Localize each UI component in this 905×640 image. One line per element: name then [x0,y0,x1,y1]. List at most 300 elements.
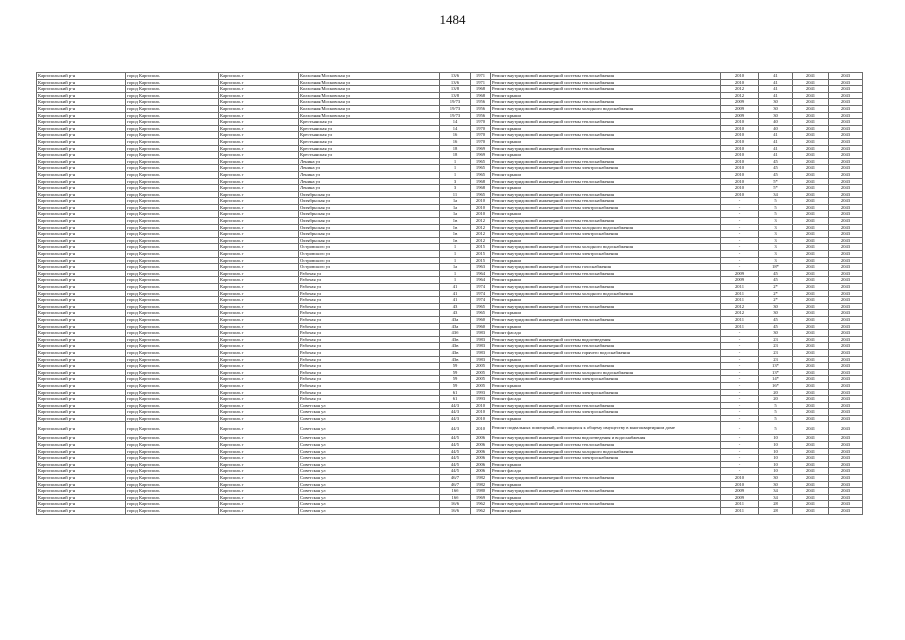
table-row [37,481,863,488]
cell-street: Октябрьская ул [299,211,440,218]
cell-plan-start-year: 2041 [793,138,829,145]
table-row [37,402,863,409]
cell-wear-percent: 2* [759,284,793,291]
cell-plan-end-year: 2043 [829,494,863,501]
cell-year-built: 1983 [471,356,491,363]
cell-plan-end-year: 2043 [829,508,863,515]
cell-last-repair-year: - [721,198,759,205]
cell-work-type: Ремонт внутридомовой инженерной системы теплоснабжения [491,475,721,482]
cell-last-repair-year: 2010 [721,191,759,198]
cell-house-number: 44/5 [440,455,471,462]
cell-house-number: 43в [440,349,471,356]
table-row [37,125,863,132]
cell-year-built: 2012 [471,231,491,238]
cell-settlement: город Каргополь [126,204,219,211]
cell-street: Рабочая ул [299,277,440,284]
cell-year-built: 1962 [471,508,491,515]
cell-plan-start-year: 2041 [793,185,829,192]
cell-district: Каргопольский р-н [37,369,126,376]
cell-street: Советская ул [299,455,440,462]
cell-work-type: Ремонт крыши [491,382,721,389]
cell-locality: Каргополь г [219,316,299,323]
cell-wear-percent: 41 [759,145,793,152]
cell-settlement: город Каргополь [126,178,219,185]
cell-street: Островского ул [299,244,440,251]
table-row [37,198,863,205]
cell-locality: Каргополь г [219,185,299,192]
cell-house-number: 43а [440,316,471,323]
cell-settlement: город Каргополь [126,389,219,396]
cell-locality: Каргополь г [219,284,299,291]
cell-district: Каргопольский р-н [37,171,126,178]
cell-plan-end-year: 2043 [829,105,863,112]
cell-year-built: 2012 [471,237,491,244]
cell-wear-percent: 30 [759,303,793,310]
cell-street: Рабочая ул [299,356,440,363]
cell-wear-percent: 13* [759,363,793,370]
cell-work-type: Ремонт внутридомовой инженерной системы теплоснабжения [491,284,721,291]
cell-work-type: Ремонт внутридомовой инженерной системы теплоснабжения [491,488,721,495]
cell-house-number: 11 [440,191,471,198]
table-row [37,224,863,231]
table-row [37,119,863,126]
cell-plan-start-year: 2041 [793,475,829,482]
cell-wear-percent: 3 [759,224,793,231]
cell-work-type: Ремонт внутридомовой инженерной системы холодного водоснабжения [491,290,721,297]
table-body [37,73,863,515]
cell-year-built: 1963 [471,264,491,271]
cell-locality: Каргополь г [219,508,299,515]
cell-district: Каргопольский р-н [37,481,126,488]
cell-wear-percent: 30 [759,112,793,119]
table-row [37,376,863,383]
cell-street: Крестьянская ул [299,138,440,145]
cell-plan-end-year: 2043 [829,86,863,93]
cell-wear-percent: 20 [759,396,793,403]
cell-settlement: город Каргополь [126,494,219,501]
cell-locality: Каргополь г [219,461,299,468]
table-row [37,442,863,449]
cell-street: Октябрьская ул [299,237,440,244]
cell-last-repair-year: 2012 [721,86,759,93]
cell-settlement: город Каргополь [126,369,219,376]
cell-work-type: Ремонт внутридомовой инженерной системы теплоснабжения [491,119,721,126]
cell-last-repair-year: 2010 [721,165,759,172]
cell-house-number: 1в [440,237,471,244]
cell-locality: Каргополь г [219,422,299,435]
cell-plan-start-year: 2041 [793,178,829,185]
cell-wear-percent: 5 [759,198,793,205]
cell-locality: Каргополь г [219,442,299,449]
cell-district: Каргопольский р-н [37,165,126,172]
cell-house-number: 3 [440,178,471,185]
cell-locality: Каргополь г [219,303,299,310]
table-row [37,369,863,376]
cell-work-type: Ремонт внутридомовой инженерной системы электроснабжения [491,455,721,462]
cell-street: Октябрьская ул [299,224,440,231]
cell-work-type: Ремонт подвальных помещений, относящихся к общему имуществу в многоквартирном доме [491,422,721,435]
cell-work-type: Ремонт внутридомовой инженерной системы водоотведения [491,336,721,343]
cell-plan-end-year: 2043 [829,389,863,396]
cell-locality: Каргополь г [219,204,299,211]
cell-year-built: 2006 [471,468,491,475]
cell-last-repair-year: - [721,409,759,416]
cell-district: Каргопольский р-н [37,356,126,363]
cell-district: Каргопольский р-н [37,237,126,244]
cell-last-repair-year: - [721,468,759,475]
cell-plan-end-year: 2043 [829,356,863,363]
cell-last-repair-year: 2010 [721,79,759,86]
cell-house-number: 18 [440,152,471,159]
cell-wear-percent: 10 [759,435,793,442]
cell-settlement: город Каргополь [126,316,219,323]
cell-district: Каргопольский р-н [37,79,126,86]
cell-district: Каргопольский р-н [37,343,126,350]
cell-plan-start-year: 2041 [793,448,829,455]
cell-last-repair-year: 2010 [721,138,759,145]
cell-district: Каргопольский р-н [37,455,126,462]
cell-plan-start-year: 2041 [793,409,829,416]
cell-locality: Каргополь г [219,152,299,159]
cell-work-type: Ремонт крыши [491,237,721,244]
cell-last-repair-year: - [721,356,759,363]
cell-wear-percent: 45 [759,323,793,330]
cell-year-built: 1956 [471,105,491,112]
page-number: 1484 [439,12,466,27]
cell-year-built: 1965 [471,165,491,172]
cell-plan-end-year: 2043 [829,73,863,80]
cell-settlement: город Каргополь [126,92,219,99]
cell-district: Каргопольский р-н [37,185,126,192]
cell-work-type: Ремонт крыши [491,481,721,488]
cell-settlement: город Каргополь [126,310,219,317]
cell-year-built: 2010 [471,415,491,422]
cell-plan-end-year: 2043 [829,218,863,225]
cell-year-built: 1971 [471,79,491,86]
table-row [37,237,863,244]
cell-work-type: Ремонт внутридомовой инженерной системы теплоснабжения [491,218,721,225]
cell-wear-percent: 45 [759,316,793,323]
cell-street: Ленина ул [299,185,440,192]
cell-settlement: город Каргополь [126,290,219,297]
cell-year-built: 1974 [471,284,491,291]
cell-district: Каргопольский р-н [37,422,126,435]
cell-locality: Каргополь г [219,119,299,126]
cell-house-number: 1 [440,244,471,251]
cell-settlement: город Каргополь [126,79,219,86]
cell-wear-percent: 30 [759,475,793,482]
cell-street: Островского ул [299,251,440,258]
table-row [37,448,863,455]
cell-locality: Каргополь г [219,310,299,317]
cell-plan-end-year: 2043 [829,264,863,271]
cell-plan-start-year: 2041 [793,132,829,139]
cell-plan-start-year: 2041 [793,336,829,343]
cell-wear-percent: 13* [759,369,793,376]
cell-district: Каргопольский р-н [37,475,126,482]
cell-district: Каргопольский р-н [37,310,126,317]
cell-last-repair-year: 2009 [721,99,759,106]
cell-house-number: 13/6 [440,79,471,86]
cell-wear-percent: 18* [759,264,793,271]
cell-house-number: 16б [440,488,471,495]
cell-locality: Каргополь г [219,481,299,488]
table-row [37,501,863,508]
cell-year-built: 1965 [471,191,491,198]
cell-year-built: 1993 [471,389,491,396]
cell-plan-end-year: 2043 [829,323,863,330]
cell-plan-start-year: 2041 [793,198,829,205]
cell-locality: Каргополь г [219,165,299,172]
cell-locality: Каргополь г [219,363,299,370]
table-row [37,435,863,442]
cell-locality: Каргополь г [219,270,299,277]
cell-plan-start-year: 2041 [793,363,829,370]
table-row [37,330,863,337]
table-row [37,363,863,370]
cell-last-repair-year: 2010 [721,125,759,132]
cell-year-built: 1974 [471,290,491,297]
cell-district: Каргопольский р-н [37,145,126,152]
cell-locality: Каргополь г [219,402,299,409]
cell-wear-percent: 10 [759,461,793,468]
cell-year-built: 2010 [471,211,491,218]
cell-street: Рабочая ул [299,336,440,343]
cell-plan-start-year: 2041 [793,237,829,244]
cell-settlement: город Каргополь [126,145,219,152]
cell-district: Каргопольский р-н [37,264,126,271]
cell-plan-end-year: 2043 [829,303,863,310]
cell-year-built: 2012 [471,218,491,225]
cell-settlement: город Каргополь [126,244,219,251]
cell-district: Каргопольский р-н [37,389,126,396]
cell-locality: Каргополь г [219,178,299,185]
cell-wear-percent: 3 [759,244,793,251]
cell-year-built: 2005 [471,376,491,383]
cell-plan-start-year: 2041 [793,488,829,495]
cell-settlement: город Каргополь [126,415,219,422]
table-row [37,191,863,198]
cell-locality: Каргополь г [219,488,299,495]
cell-year-built: 1993 [471,396,491,403]
cell-district: Каргопольский р-н [37,349,126,356]
cell-house-number: 44/5 [440,468,471,475]
cell-plan-end-year: 2043 [829,376,863,383]
cell-locality: Каргополь г [219,73,299,80]
cell-last-repair-year: - [721,455,759,462]
cell-work-type: Ремонт внутридомовой инженерной системы холодного водоснабжения [491,244,721,251]
cell-locality: Каргополь г [219,475,299,482]
cell-settlement: город Каргополь [126,99,219,106]
cell-settlement: город Каргополь [126,409,219,416]
cell-house-number: 1 [440,171,471,178]
cell-year-built: 2010 [471,402,491,409]
table-row [37,303,863,310]
cell-last-repair-year: - [721,376,759,383]
cell-plan-start-year: 2041 [793,481,829,488]
cell-wear-percent: 5 [759,415,793,422]
cell-settlement: город Каргополь [126,171,219,178]
cell-plan-start-year: 2041 [793,349,829,356]
cell-locality: Каргополь г [219,415,299,422]
table-row [37,461,863,468]
cell-district: Каргопольский р-н [37,152,126,159]
cell-house-number: 16 [440,132,471,139]
cell-locality: Каргополь г [219,336,299,343]
cell-district: Каргопольский р-н [37,158,126,165]
cell-street: Советская ул [299,435,440,442]
cell-year-built: 2010 [471,198,491,205]
cell-last-repair-year: 2011 [721,297,759,304]
cell-settlement: город Каргополь [126,330,219,337]
cell-work-type: Ремонт фасада [491,396,721,403]
cell-street: Советская ул [299,501,440,508]
cell-district: Каргопольский р-н [37,138,126,145]
cell-street: Советская ул [299,468,440,475]
cell-district: Каргопольский р-н [37,336,126,343]
cell-plan-start-year: 2041 [793,310,829,317]
cell-plan-start-year: 2041 [793,468,829,475]
cell-street: Советская ул [299,415,440,422]
cell-house-number: 13/6 [440,73,471,80]
cell-work-type: Ремонт внутридомовой инженерной системы электроснабжения [491,231,721,238]
cell-plan-start-year: 2041 [793,231,829,238]
cell-street: Колхозная/Московская ул [299,79,440,86]
cell-plan-start-year: 2041 [793,415,829,422]
cell-plan-end-year: 2043 [829,145,863,152]
cell-plan-end-year: 2043 [829,310,863,317]
cell-year-built: 1982 [471,481,491,488]
cell-plan-end-year: 2043 [829,501,863,508]
cell-last-repair-year: - [721,349,759,356]
cell-house-number: 1в [440,218,471,225]
cell-last-repair-year: 2009 [721,277,759,284]
cell-wear-percent: 23 [759,343,793,350]
cell-last-repair-year: - [721,369,759,376]
cell-plan-start-year: 2041 [793,442,829,449]
cell-year-built: 1971 [471,73,491,80]
cell-plan-end-year: 2043 [829,92,863,99]
cell-plan-end-year: 2043 [829,257,863,264]
cell-work-type: Ремонт внутридомовой инженерной системы теплоснабжения [491,402,721,409]
cell-year-built: 1964 [471,277,491,284]
cell-house-number: 1а [440,264,471,271]
cell-settlement: город Каргополь [126,422,219,435]
cell-house-number: 16/6 [440,508,471,515]
cell-plan-end-year: 2043 [829,284,863,291]
cell-work-type: Ремонт крыши [491,508,721,515]
cell-house-number: 44/5 [440,442,471,449]
cell-plan-end-year: 2043 [829,231,863,238]
cell-house-number: 1 [440,158,471,165]
table-row [37,297,863,304]
table-row [37,389,863,396]
cell-plan-start-year: 2041 [793,244,829,251]
cell-settlement: город Каргополь [126,442,219,449]
cell-last-repair-year: 2011 [721,323,759,330]
cell-plan-end-year: 2043 [829,297,863,304]
cell-house-number: 1в [440,224,471,231]
cell-settlement: город Каргополь [126,508,219,515]
cell-last-repair-year: - [721,382,759,389]
cell-settlement: город Каргополь [126,323,219,330]
cell-street: Октябрьская ул [299,204,440,211]
cell-last-repair-year: - [721,396,759,403]
cell-last-repair-year: 2010 [721,171,759,178]
cell-district: Каргопольский р-н [37,112,126,119]
cell-house-number: 16/6 [440,501,471,508]
cell-year-built: 1964 [471,270,491,277]
cell-plan-start-year: 2041 [793,86,829,93]
table-row [37,204,863,211]
cell-last-repair-year: 2010 [721,178,759,185]
cell-district: Каргопольский р-н [37,125,126,132]
cell-year-built: 1956 [471,112,491,119]
cell-settlement: город Каргополь [126,356,219,363]
cell-year-built: 1969 [471,145,491,152]
cell-plan-end-year: 2043 [829,316,863,323]
cell-plan-start-year: 2041 [793,105,829,112]
cell-plan-end-year: 2043 [829,435,863,442]
cell-street: Советская ул [299,448,440,455]
cell-wear-percent: 34 [759,494,793,501]
cell-settlement: город Каргополь [126,119,219,126]
cell-district: Каргопольский р-н [37,290,126,297]
cell-work-type: Ремонт внутридомовой инженерной системы холодного водоснабжения [491,369,721,376]
cell-wear-percent: 3 [759,218,793,225]
cell-settlement: город Каргополь [126,396,219,403]
cell-year-built: 2006 [471,448,491,455]
cell-plan-start-year: 2041 [793,297,829,304]
cell-settlement: город Каргополь [126,132,219,139]
cell-wear-percent: 41 [759,73,793,80]
cell-plan-start-year: 2041 [793,284,829,291]
cell-work-type: Ремонт внутридомовой инженерной системы теплоснабжения [491,442,721,449]
cell-wear-percent: 45 [759,165,793,172]
cell-settlement: город Каргополь [126,270,219,277]
cell-settlement: город Каргополь [126,218,219,225]
cell-last-repair-year: - [721,231,759,238]
cell-locality: Каргополь г [219,323,299,330]
table-row [37,323,863,330]
cell-wear-percent: 3 [759,237,793,244]
cell-last-repair-year: - [721,442,759,449]
table-row [37,290,863,297]
table-row [37,310,863,317]
cell-plan-end-year: 2043 [829,369,863,376]
cell-district: Каргопольский р-н [37,231,126,238]
cell-locality: Каргополь г [219,264,299,271]
cell-last-repair-year: 2012 [721,303,759,310]
cell-street: Октябрьская ул [299,198,440,205]
cell-settlement: город Каргополь [126,349,219,356]
cell-wear-percent: 41 [759,92,793,99]
cell-work-type: Ремонт фасада [491,468,721,475]
cell-last-repair-year: - [721,415,759,422]
cell-street: Октябрьская ул [299,191,440,198]
cell-plan-end-year: 2043 [829,349,863,356]
table-row [37,475,863,482]
cell-last-repair-year: 2011 [721,290,759,297]
cell-last-repair-year: 2010 [721,475,759,482]
cell-plan-end-year: 2043 [829,178,863,185]
cell-street: Рабочая ул [299,290,440,297]
cell-plan-end-year: 2043 [829,138,863,145]
cell-settlement: город Каргополь [126,237,219,244]
cell-last-repair-year: - [721,204,759,211]
cell-plan-end-year: 2043 [829,165,863,172]
cell-street: Советская ул [299,481,440,488]
